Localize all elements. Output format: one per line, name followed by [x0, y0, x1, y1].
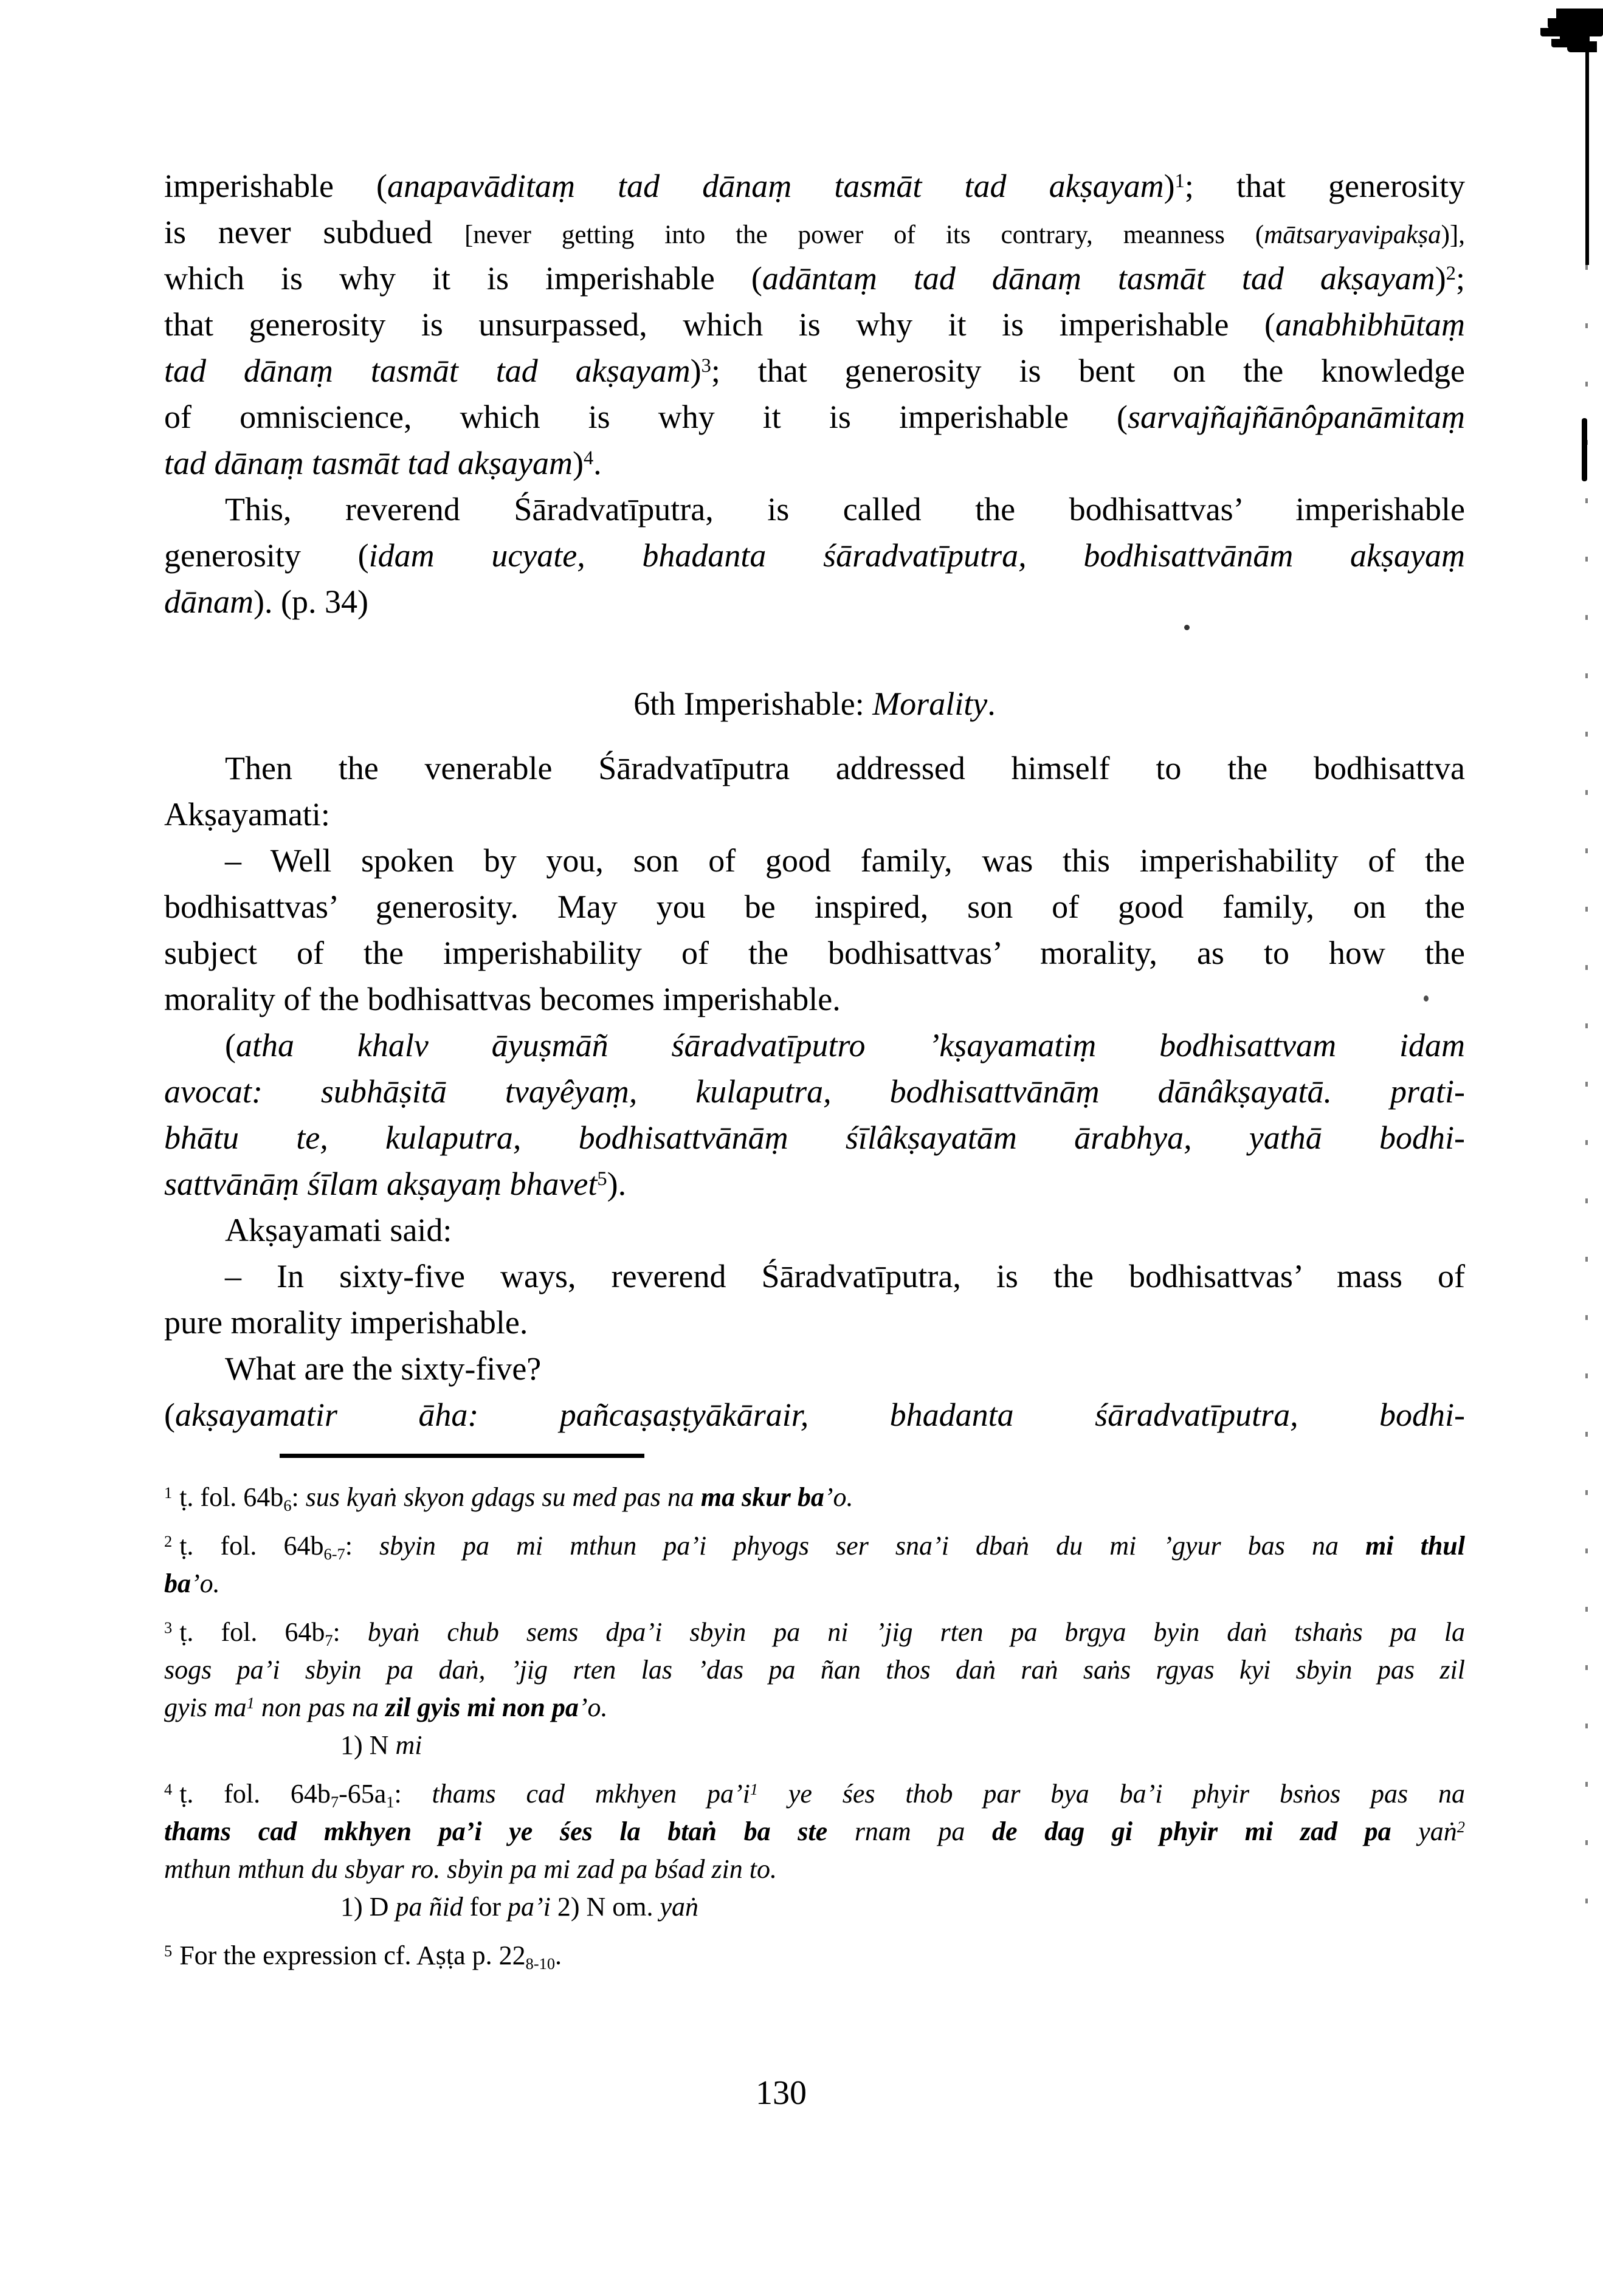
paragraph [164, 745, 1465, 837]
text-line [164, 791, 1465, 837]
text-segment: which is why it is imperishable ( [164, 260, 762, 297]
text-segment: 7 [330, 1792, 339, 1811]
text-segment: ; [1455, 260, 1465, 297]
text-line [164, 1527, 1465, 1565]
text-line [164, 976, 1465, 1022]
text-segment: ; that generosity [1184, 168, 1465, 204]
text-segment: mātsaryavipakṣa [1264, 221, 1441, 249]
text-segment: for [463, 1892, 508, 1922]
text-segment: byaṅ chub sems dpa’i sbyin pa ni ’jig rten pa brgya byin daṅ tshaṅs pa la [367, 1617, 1465, 1647]
text-segment: 1 [750, 1779, 759, 1798]
text-segment: 1 [246, 1693, 255, 1712]
text-line [164, 1115, 1465, 1161]
text-line [164, 301, 1465, 348]
scan-blob-artifact [1556, 9, 1603, 36]
text-segment: dānam [164, 583, 253, 620]
text-line [164, 1253, 1465, 1299]
footnote [164, 1775, 1465, 1926]
text-segment: ṭ. fol. 64b [179, 1482, 284, 1512]
text-segment: ) [1163, 168, 1175, 204]
text-segment: 6th Imperishable: [633, 686, 873, 722]
paragraph [164, 1392, 1465, 1438]
text-segment: mthun mthun du sbyar ro. sbyin pa mi zad pa bśad zin to. [164, 1854, 777, 1884]
footnote-marker: 4 [164, 1779, 173, 1798]
text-line [164, 1689, 1465, 1727]
text-segment: pure morality imperishable. [164, 1304, 528, 1341]
text-line [164, 1392, 1465, 1438]
text-segment: [never getting into the power of its contrary, meanness ( [464, 221, 1264, 249]
text-line [164, 1479, 1465, 1516]
text-segment: : [291, 1482, 306, 1512]
text-segment: Then the venerable Śāradvatīputra addressed himself to the bodhisattva [225, 750, 1465, 786]
footnote [164, 1614, 1465, 1764]
text-line [164, 1565, 1465, 1603]
text-line [164, 1207, 1465, 1253]
text-line [164, 930, 1465, 976]
text-segment: mi thul [1365, 1531, 1466, 1561]
text-segment: ’o. [578, 1693, 608, 1722]
text-line [164, 163, 1465, 209]
text-line [164, 1651, 1465, 1689]
text-segment: yaṅ [660, 1892, 699, 1922]
text-segment: ; that generosity is bent on the knowledge [711, 352, 1466, 389]
text-line [164, 394, 1465, 440]
text-segment: 4 [583, 447, 594, 469]
text-segment: tad dānaṃ tasmāt tad akṣayam [164, 352, 691, 389]
text-segment: Akṣayamati: [164, 796, 330, 833]
text-line [164, 745, 1465, 791]
text-segment: thams cad mkhyen pa’i [432, 1779, 750, 1809]
text-segment: 1) N [340, 1730, 396, 1760]
text-segment: gyis ma [164, 1693, 247, 1722]
text-segment: ). (p. 34) [253, 583, 368, 620]
text-segment: imperishable ( [164, 168, 388, 204]
text-segment: de dag gi phyir mi zad pa [992, 1817, 1419, 1846]
text-segment: Morality [872, 686, 988, 722]
footnotes [164, 1479, 1465, 1975]
text-line [164, 1068, 1465, 1115]
text-segment: anapavāditaṃ tad dānaṃ tasmāt tad akṣayam [387, 168, 1164, 204]
text-segment: Akṣayamati said: [225, 1212, 452, 1248]
text-segment: sus kyaṅ skyon gdags su med pas na [305, 1482, 701, 1512]
page-number: 130 [756, 2074, 807, 2112]
text-segment: sarvajñajñānôpanāmitaṃ [1127, 399, 1465, 435]
paragraph [164, 1207, 1465, 1253]
text-segment: morality of the bodhisattvas becomes imperishable. [164, 981, 841, 1017]
text-segment: rnam pa [854, 1817, 993, 1846]
text-segment: – Well spoken by you, son of good family, was this imperishability of the [225, 842, 1465, 879]
text-segment: thams cad mkhyen pa’i ye śes la btaṅ ba ste [164, 1817, 855, 1846]
text-segment: ’o. [191, 1569, 220, 1598]
page-content [164, 163, 1465, 1975]
text-segment: What are the sixty-five? [225, 1350, 542, 1387]
text-segment: pa ñid [395, 1892, 463, 1922]
text-segment: non pas na [254, 1693, 385, 1722]
text-segment: 8-10 [525, 1954, 556, 1973]
paragraph [164, 486, 1465, 625]
paragraph [164, 1022, 1465, 1207]
text-segment: adāntaṃ tad dānaṃ tasmāt tad akṣayam [762, 260, 1435, 297]
paragraph [164, 163, 1465, 486]
scan-streak-artifact [1585, 27, 1589, 265]
text-segment: This, reverend Śāradvatīputra, is called the bodhisattvas’ imperishable [225, 491, 1465, 528]
text-line [164, 1937, 1465, 1975]
text-segment: sbyin pa mi mthun pa’i phyogs ser sna’i dbaṅ du mi ’gyur bas na [379, 1531, 1366, 1561]
text-segment: is never subdued [164, 214, 465, 250]
footnote-subnote [164, 1727, 1465, 1764]
text-segment: zil gyis mi non pa [385, 1693, 579, 1722]
text-segment: anabhibhūtaṃ [1275, 306, 1465, 343]
scan-dotted-streak-artifact [1585, 265, 1588, 1906]
text-line [164, 209, 1465, 255]
paragraph [164, 837, 1465, 1022]
text-line [164, 1614, 1465, 1651]
text-line [164, 255, 1465, 301]
footnote-separator [280, 1454, 644, 1458]
text-segment: )], [1441, 221, 1465, 249]
text-segment: idam ucyate, bhadanta śāradvatīputra, bodhisattvānām akṣayaṃ [368, 537, 1465, 574]
text-line [164, 532, 1465, 579]
text-segment: that generosity is unsurpassed, which is why it is imperishable ( [164, 306, 1275, 343]
text-segment: ). [607, 1166, 627, 1202]
text-segment: 2 [1456, 1817, 1465, 1836]
text-segment: mi [395, 1730, 422, 1760]
text-line [164, 579, 1465, 625]
text-segment: ma skur ba [700, 1482, 824, 1512]
text-line [164, 884, 1465, 930]
text-segment: For the expression cf. Aṣṭa p. 22 [179, 1940, 526, 1970]
body-text [164, 163, 1465, 1438]
text-segment: 3 [701, 354, 711, 377]
text-segment: 1 [386, 1792, 395, 1811]
text-segment: generosity ( [164, 537, 369, 574]
text-segment: sogs pa’i sbyin pa daṅ, ’jig rten las ’das pa ñan thos daṅ raṅ saṅs rgyas kyi sbyin pas zil [164, 1655, 1465, 1685]
paragraph [164, 1253, 1465, 1346]
text-segment: of omniscience, which is why it is imperishable ( [164, 399, 1128, 435]
section-heading [164, 681, 1465, 727]
text-segment: ) [690, 352, 702, 389]
text-segment: 2 [1446, 262, 1456, 284]
text-line [164, 1346, 1465, 1392]
footnote-marker: 5 [164, 1941, 173, 1960]
footnote-marker: 2 [164, 1531, 173, 1550]
footnote-marker: 1 [164, 1483, 173, 1502]
text-segment: – In sixty-five ways, reverend Śāradvatīputra, is the bodhisattvas’ mass of [225, 1258, 1465, 1294]
text-line [164, 440, 1465, 486]
footnote [164, 1937, 1465, 1975]
text-segment: bhātu te, kulaputra, bodhisattvānāṃ śīlâkṣayatām ārabhya, yathā bodhi- [164, 1119, 1465, 1156]
text-line [164, 1851, 1465, 1888]
text-line [164, 1775, 1465, 1813]
text-line [164, 348, 1465, 394]
text-segment: pa’i [507, 1892, 551, 1922]
text-segment: ṭ. fol. 64b [179, 1617, 325, 1647]
text-line [164, 1161, 1465, 1207]
text-segment: subject of the imperishability of the bodhisattvas’ morality, as to how the [164, 935, 1465, 971]
text-segment: 1 [1174, 170, 1185, 192]
footnote [164, 1527, 1465, 1603]
text-segment: avocat: subhāṣitā tvayêyaṃ, kulaputra, bodhisattvānāṃ dānâkṣayatā. prati- [164, 1073, 1465, 1110]
text-segment: . [593, 445, 602, 481]
text-segment: ba [164, 1569, 191, 1598]
text-segment: : [345, 1531, 380, 1561]
text-segment: . [987, 686, 996, 722]
text-segment: tad dānaṃ tasmāt tad akṣayam [164, 445, 573, 481]
text-segment: 6-7 [323, 1544, 345, 1563]
text-segment: ( [225, 1027, 236, 1064]
text-segment: -65a [339, 1779, 387, 1809]
text-segment: : [333, 1617, 368, 1647]
text-segment: ’o. [824, 1482, 853, 1512]
text-segment: 1) D [340, 1892, 396, 1922]
text-segment: . [555, 1940, 562, 1970]
text-segment: bodhisattvas’ generosity. May you be inspired, son of good family, on the [164, 888, 1465, 925]
text-line [164, 1299, 1465, 1346]
text-segment: akṣayamatir āha: pañcaṣaṣṭyākārair, bhadanta śāradvatīputra, bodhi- [174, 1397, 1465, 1433]
text-line [164, 486, 1465, 532]
text-segment: yaṅ [1418, 1817, 1457, 1846]
text-segment: 7 [325, 1631, 333, 1649]
text-segment: ṭ. fol. 64b [179, 1531, 324, 1561]
text-segment: : [394, 1779, 432, 1809]
text-line [164, 837, 1465, 884]
text-segment: 5 [597, 1167, 607, 1190]
text-segment: ( [164, 1397, 175, 1433]
footnote-subnote [164, 1888, 1465, 1926]
text-segment: ṭ. fol. 64b [179, 1779, 331, 1809]
text-segment: 2) N om. [550, 1892, 660, 1922]
footnote-marker: 3 [164, 1618, 173, 1637]
footnote [164, 1479, 1465, 1516]
text-segment: ) [1435, 260, 1446, 297]
text-segment: ye śes thob par bya ba’i phyir bsṅos pas na [758, 1779, 1465, 1809]
paragraph [164, 1346, 1465, 1392]
text-segment: atha khalv āyuṣmāñ śāradvatīputro ’kṣayamatiṃ bodhisattvam idam [235, 1027, 1465, 1064]
text-line [164, 1022, 1465, 1068]
text-segment: 6 [283, 1496, 292, 1514]
text-segment: sattvānāṃ śīlam akṣayaṃ bhavet [164, 1166, 598, 1202]
text-line [164, 1813, 1465, 1851]
text-segment: ) [572, 445, 584, 481]
